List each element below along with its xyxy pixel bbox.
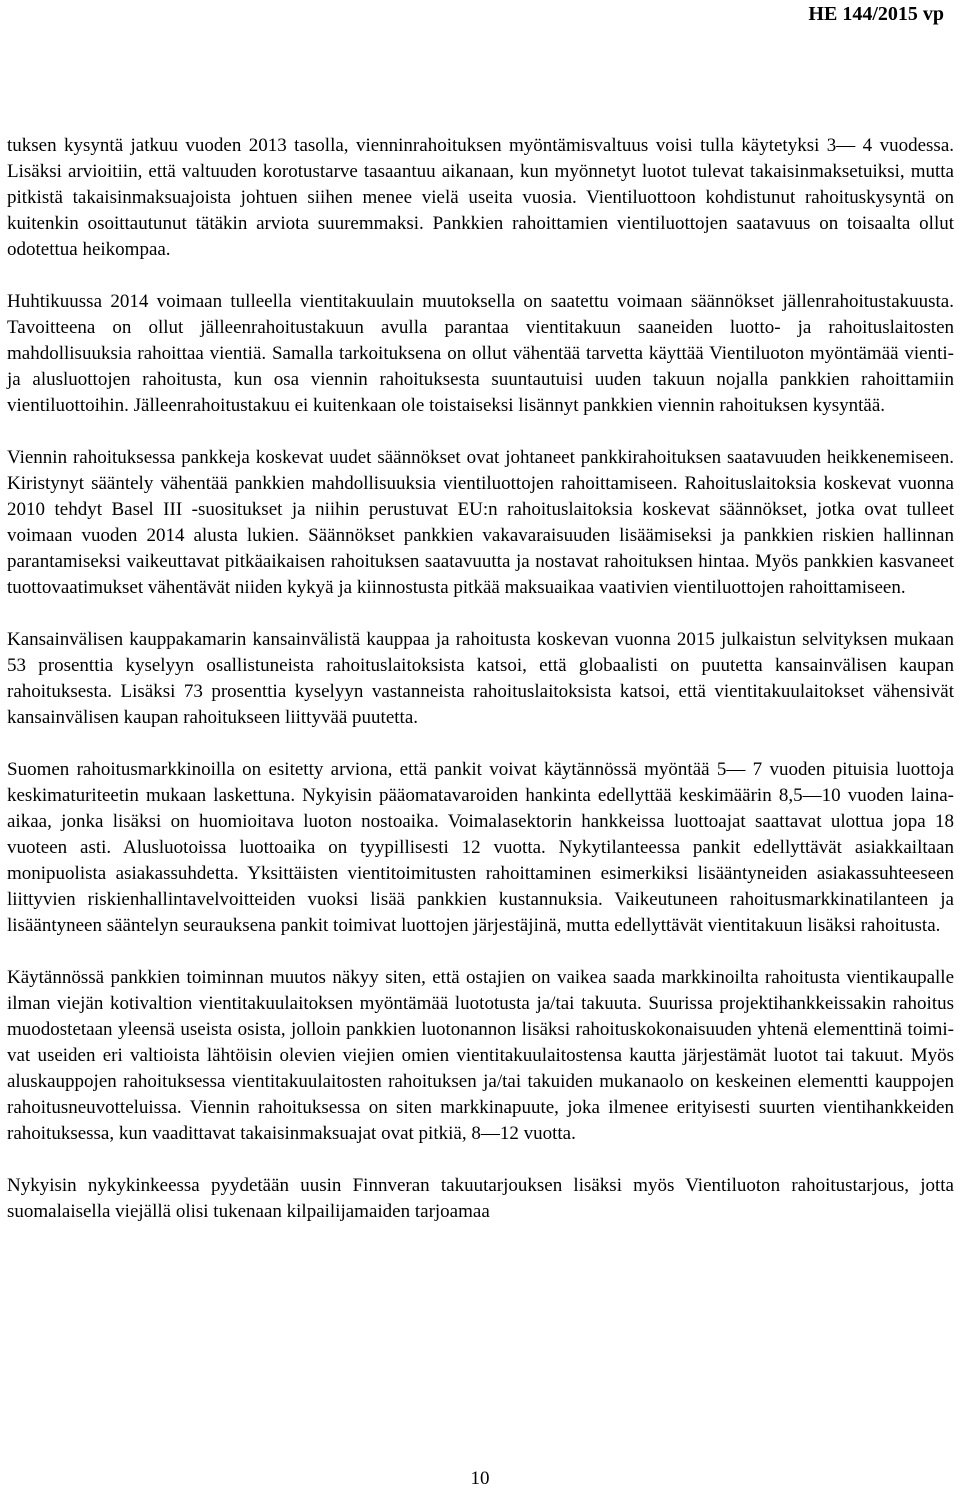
paragraph: Nykyisin nykykinkeessa pyydetään uusin Finnveran takuutarjouksen lisäksi myös Vientiluoton rahoitustarjous, jotta suomalaisella viejällä olisi tukenaan kilpailijamaiden tarjoamaa bbox=[7, 1175, 954, 1222]
paragraph: Kansainvälisen kauppakamarin kansainvälistä kauppaa ja rahoitusta koskevan vuonna 2015 julkaistun selvityksen mukaan 53 prosenttia kyselyyn osallistuneista rahoituslaitoksista katsoi, että globaalisti on puutetta kansainvälisen kaupan rahoituksesta. Lisäksi 73 prosenttia kyselyyn vastanneista rahoituslaitoksista katsoi, että vientitakuulaitokset vähensivät kansainvälisen kaupan rahoitukseen liittyvää puutetta. bbox=[7, 629, 954, 728]
document-body bbox=[7, 133, 954, 1225]
document-header: HE 144/2015 vp bbox=[808, 3, 944, 25]
paragraph: tuksen kysyntä jatkuu vuoden 2013 tasolla, vienninrahoituksen myöntämisvaltuus voisi tulla käytetyksi 3— 4 vuodessa. Lisäksi arvioitiin, että valtuuden korotustarve tasaantuu aikanaan, kun myönnetyt luotot tulevat takaisinmaksetuiksi, mutta pitkistä takaisinmaksuajoista johtuen siihen menee vielä useita vuosia. Vientiluottoon kohdistunut rahoituskysyntä on kuitenkin osoittautunut tätäkin arviota suuremmaksi. Pankkien rahoittamien vientiluottojen saatavuus on toisaalta ollut odotettua heikompaa. bbox=[7, 135, 954, 260]
paragraph: Käytännössä pankkien toiminnan muutos näkyy siten, että ostajien on vaikea saada markkinoilta rahoitusta vientikaupalle ilman viejän kotivaltion vientitakuulaitoksen myöntämää luototusta ja/tai takuuta. Suurissa projektihankkeissakin rahoitus muodostetaan yleensä useista osista, jolloin pankkien luotonannon lisäksi rahoituskokonaisuuden yhtenä elementtinä toimivat useiden eri valtioista lähtöisin olevien viejien omien vientitakuulaitostensa kautta järjestämät luotot tai takuut. Myös aluskauppojen rahoituksessa vientitakuulaitosten rahoituksen ja/tai takuiden mukanaolo on keskeinen elementti kauppojen rahoitusneuvotteluissa. Viennin rahoituksessa on siten markkinapuute, joka ilmenee erityisesti suurten vientihankkeiden rahoituksessa, kun vaadittavat takaisinmaksuajat ovat pitkiä, 8—12 vuotta. bbox=[7, 967, 954, 1144]
paragraph: Viennin rahoituksessa pankkeja koskevat uudet säännökset ovat johtaneet pankkirahoituksen saatavuuden heikkenemiseen. Kiristynyt sääntely vähentää pankkien mahdollisuuksia vientiluottojen rahoittamiseen. Rahoituslaitoksia koskevat vuonna 2010 tehdyt Basel III -suositukset ja niihin perustuvat EU:n rahoituslaitoksia koskevat säännökset, jotka ovat tulleet voimaan vuoden 2014 alusta lukien. Säännökset pankkien vakavaraisuuden lisäämiseksi ja pankkien riskien hallinnan parantamiseksi vaikeuttavat pitkäaikaisen rahoituksen saatavuutta ja nostavat rahoituksen hintaa. Myös pankkien kasvaneet tuottovaatimukset vähentävät niiden kykyä ja kiinnostusta pitkää maksuaikaa vaativien vientiluottojen rahoittamiseen. bbox=[7, 447, 954, 598]
paragraph: Suomen rahoitusmarkkinoilla on esitetty arviona, että pankit voivat käytännössä myöntää 5— 7 vuoden pituisia luottoja keskimaturiteetin mukaan laskettuna. Nykyisin pääomatavaroiden hankinta edellyttää keskimäärin 8,5—10 vuoden laina-aikaa, jonka lisäksi on huomioitava luoton nostoaika. Voimalasektorin hankkeissa luottoajat saattavat ulottua jopa 18 vuoteen asti. Alusluotoissa luottoaika on tyypillisesti 12 vuotta. Nykytilanteessa pankit edellyttävät asiakkailtaan monipuolista asiakassuhdetta. Yksittäisten vientitoimitusten rahoittaminen esimerkiksi lisääntyneiden asiakassuhteeseen liittyvien riskienhallintavelvoitteiden vuoksi lisää pankkien kustannuksia. Vaikeutuneen rahoitusmarkkinatilanteen ja lisääntyneen sääntelyn seurauksena pankit toimivat luottojen järjestäjinä, mutta edellyttävät vientitakuun lisäksi rahoitusta. bbox=[7, 759, 954, 936]
page-number: 10 bbox=[470, 1468, 490, 1489]
paragraph: Huhtikuussa 2014 voimaan tulleella vientitakuulain muutoksella on saatettu voimaan säännökset jällenrahoitustakuusta. Tavoitteena on ollut jälleenrahoitustakuun avulla parantaa vientitakuun saaneiden luotto- ja rahoituslaitosten mahdollisuuksia rahoittaa vientiä. Samalla tarkoituksena on ollut vähentää tarvetta käyttää Vientiluoton myöntämää vienti- ja alusluottojen rahoitusta, kun osa viennin rahoituksesta suuntautuisi uuden takuun nojalla pankkien rahoittamiin vientiluottoihin. Jälleenrahoitustakuu ei kuitenkaan ole toistaiseksi lisännyt pankkien viennin rahoituksen kysyntää. bbox=[7, 291, 954, 416]
